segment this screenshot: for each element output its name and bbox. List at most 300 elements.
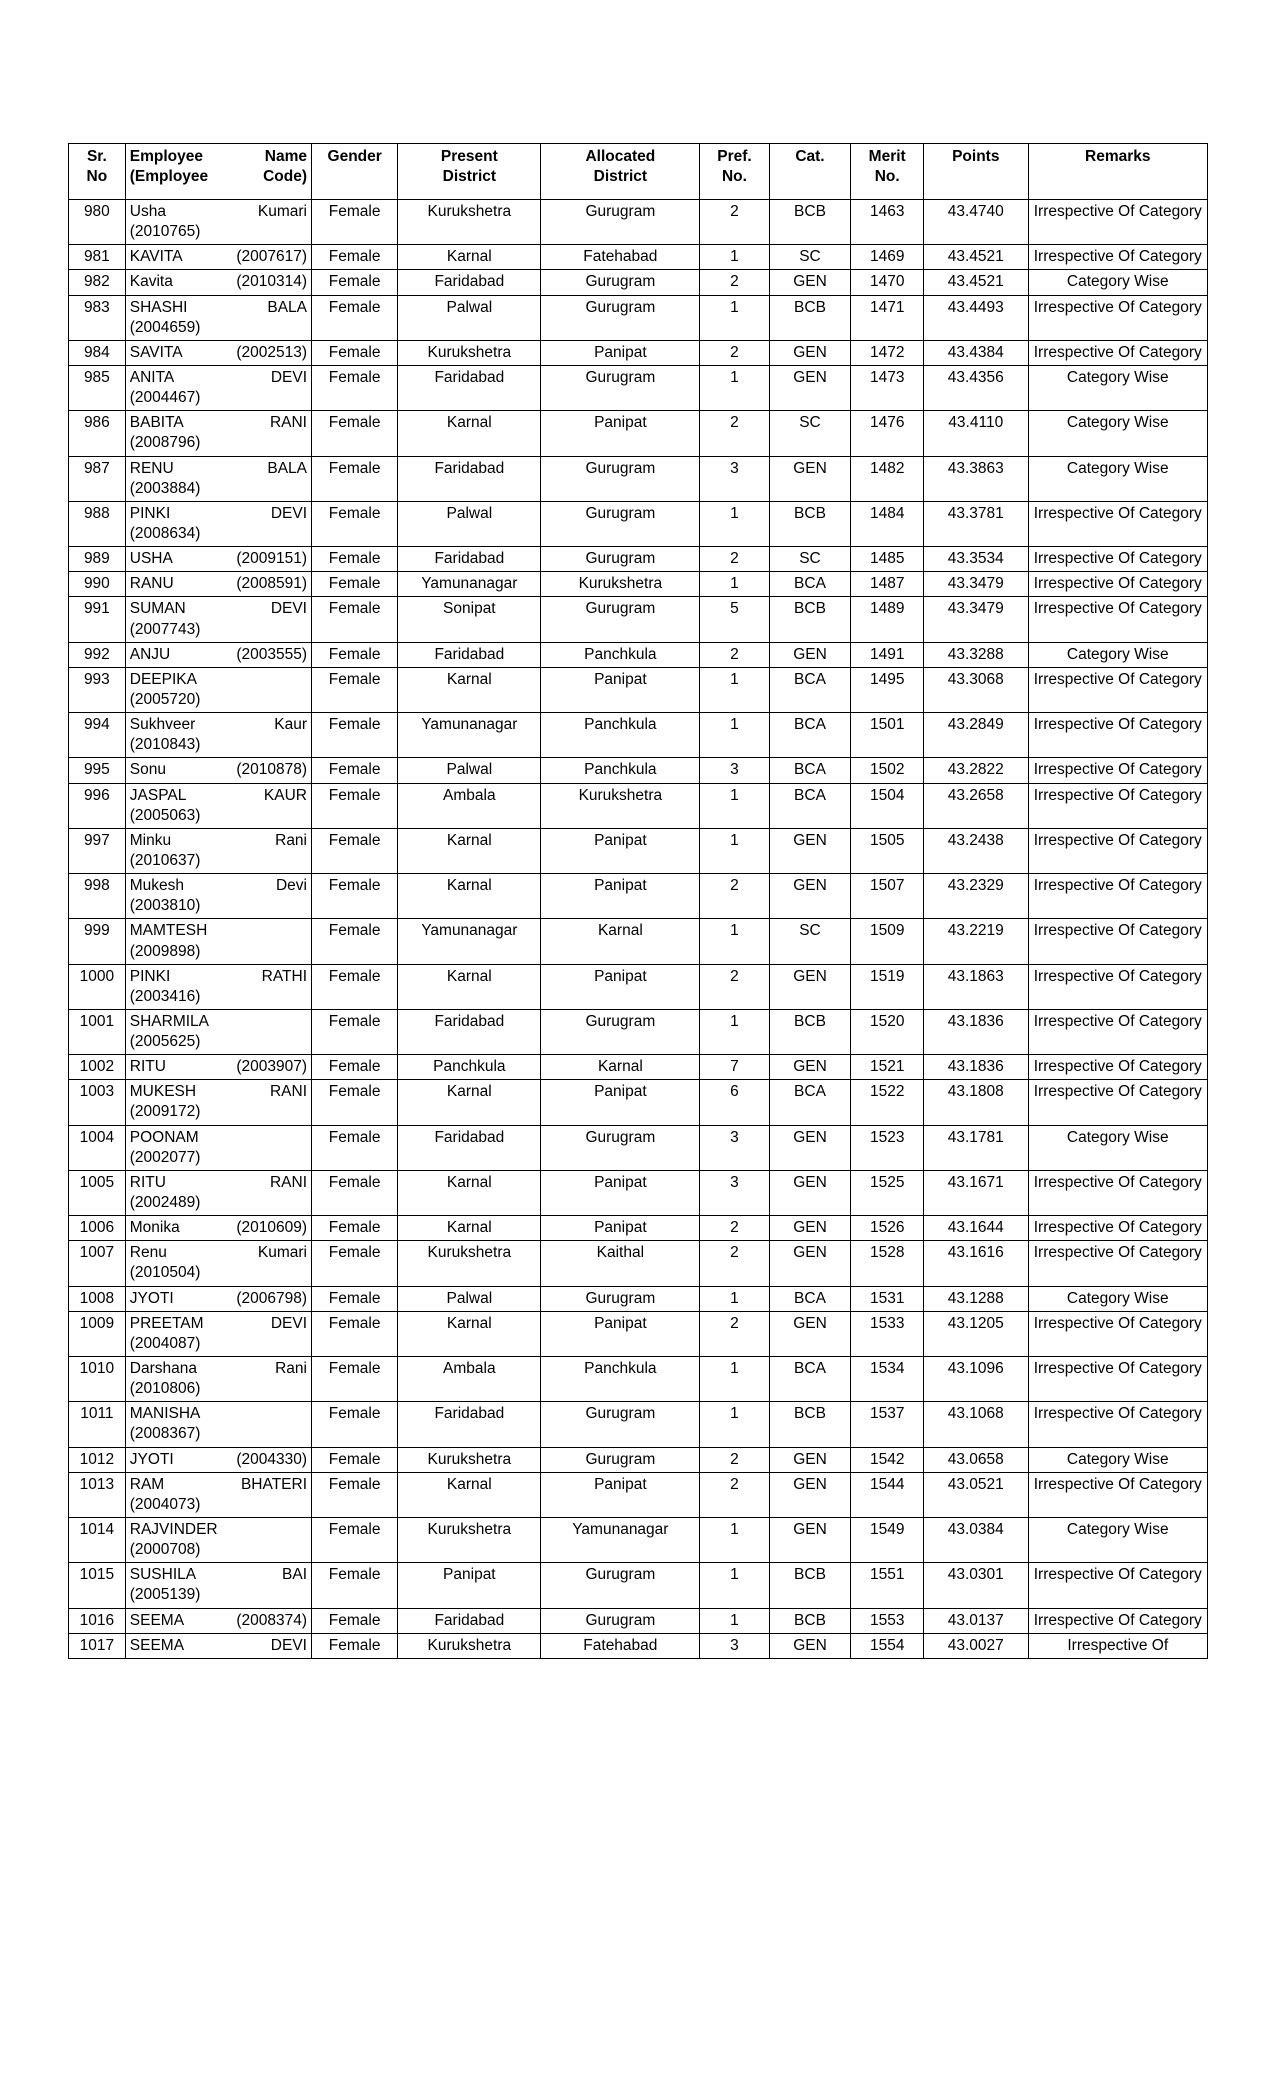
cell-merit-no: 1507	[851, 874, 924, 919]
employee-code-text: (2005139)	[129, 1586, 201, 1604]
cell-merit-no: 1542	[851, 1447, 924, 1472]
table-row	[69, 1563, 1208, 1608]
cell-pref-no: 1	[700, 919, 769, 964]
cell-sr-no: 984	[69, 340, 126, 365]
table-row	[69, 667, 1208, 712]
cell-present-district: Faridabad	[398, 547, 541, 572]
cell-sr-no: 1015	[69, 1563, 126, 1608]
cell-merit-no: 1523	[851, 1125, 924, 1170]
cell-employee-name	[125, 1633, 311, 1658]
employee-name-text: MANISHA	[129, 1405, 201, 1423]
employee-code-text: (2010843)	[129, 736, 201, 754]
cell-allocated-district: Gurugram	[541, 547, 700, 572]
column-header-gender: Gender	[312, 144, 398, 200]
cell-points: 43.0027	[924, 1633, 1028, 1658]
cell-employee-name	[125, 200, 311, 245]
column-header-allocated-district	[541, 144, 700, 200]
cell-merit-no: 1525	[851, 1170, 924, 1215]
cell-merit-no: 1463	[851, 200, 924, 245]
cell-allocated-district: Fatehabad	[541, 245, 700, 270]
cell-remarks: Category Wise	[1028, 1125, 1208, 1170]
cell-allocated-district: Kaithal	[541, 1241, 700, 1286]
cell-pref-no: 1	[700, 1563, 769, 1608]
cell-employee-name	[125, 1125, 311, 1170]
cell-pref-no: 1	[700, 245, 769, 270]
cell-category: BCA	[769, 1080, 851, 1125]
header-line-2: No.	[874, 168, 900, 186]
cell-category: GEN	[769, 1633, 851, 1658]
employee-name-text: DEEPIKA	[129, 670, 197, 688]
cell-sr-no: 1009	[69, 1311, 126, 1356]
cell-gender: Female	[312, 501, 398, 546]
employee-name-text: BABITA RANI	[129, 414, 307, 432]
table-row	[69, 1170, 1208, 1215]
cell-pref-no: 1	[700, 365, 769, 410]
cell-remarks: Irrespective Of Category	[1028, 1402, 1208, 1447]
cell-pref-no: 6	[700, 1080, 769, 1125]
table-row	[69, 1286, 1208, 1311]
cell-remarks: Irrespective Of	[1028, 1633, 1208, 1658]
cell-remarks: Irrespective Of Category	[1028, 1472, 1208, 1517]
employee-code-text: (2002077)	[129, 1148, 201, 1166]
cell-employee-name	[125, 295, 311, 340]
employee-code-text: (2003884)	[129, 479, 201, 497]
cell-gender: Female	[312, 365, 398, 410]
cell-remarks: Irrespective Of Category	[1028, 1080, 1208, 1125]
cell-allocated-district: Panipat	[541, 828, 700, 873]
cell-sr-no: 987	[69, 456, 126, 501]
cell-category: BCA	[769, 713, 851, 758]
cell-gender: Female	[312, 1009, 398, 1054]
cell-points: 43.4110	[924, 411, 1028, 456]
cell-employee-name	[125, 501, 311, 546]
cell-merit-no: 1495	[851, 667, 924, 712]
cell-gender: Female	[312, 919, 398, 964]
cell-points: 43.4521	[924, 245, 1028, 270]
cell-points: 43.3479	[924, 597, 1028, 642]
employee-name-text: RITU RANI	[129, 1173, 307, 1191]
merit-table-container	[68, 143, 1208, 1659]
cell-category: SC	[769, 245, 851, 270]
header-line-2: (Employee Code)	[129, 168, 307, 186]
table-row	[69, 295, 1208, 340]
cell-employee-name	[125, 1170, 311, 1215]
cell-pref-no: 2	[700, 1311, 769, 1356]
cell-merit-no: 1505	[851, 828, 924, 873]
cell-gender: Female	[312, 456, 398, 501]
cell-gender: Female	[312, 1472, 398, 1517]
cell-allocated-district: Gurugram	[541, 1125, 700, 1170]
employee-code-text: (2004073)	[129, 1495, 201, 1513]
cell-category: GEN	[769, 270, 851, 295]
table-row	[69, 964, 1208, 1009]
cell-present-district: Faridabad	[398, 642, 541, 667]
cell-remarks: Irrespective Of Category	[1028, 1357, 1208, 1402]
employee-code-text: (2005720)	[129, 690, 201, 708]
cell-points: 43.1863	[924, 964, 1028, 1009]
employee-name-text: SHARMILA	[129, 1012, 210, 1030]
cell-category: GEN	[769, 1518, 851, 1563]
cell-category: GEN	[769, 1170, 851, 1215]
cell-gender: Female	[312, 547, 398, 572]
cell-sr-no: 998	[69, 874, 126, 919]
cell-allocated-district: Gurugram	[541, 1402, 700, 1447]
table-row	[69, 1402, 1208, 1447]
table-row	[69, 456, 1208, 501]
table-row	[69, 1472, 1208, 1517]
employee-name-text: JYOTI (2004330)	[129, 1450, 307, 1468]
cell-merit-no: 1501	[851, 713, 924, 758]
cell-present-district: Kurukshetra	[398, 200, 541, 245]
employee-name-text: Mukesh Devi	[129, 877, 307, 895]
employee-code-text: (2008367)	[129, 1425, 201, 1443]
cell-employee-name	[125, 365, 311, 410]
cell-category: BCA	[769, 572, 851, 597]
employee-name-text: ANITA DEVI	[129, 368, 307, 386]
employee-code-text: (2005625)	[129, 1033, 201, 1051]
cell-sr-no: 997	[69, 828, 126, 873]
cell-points: 43.0384	[924, 1518, 1028, 1563]
cell-remarks: Irrespective Of Category	[1028, 1009, 1208, 1054]
cell-category: SC	[769, 547, 851, 572]
cell-gender: Female	[312, 713, 398, 758]
column-header-cat: Cat.	[769, 144, 851, 200]
cell-remarks: Irrespective Of Category	[1028, 1170, 1208, 1215]
employee-name-text: ANJU (2003555)	[129, 645, 307, 663]
header-line-2: District	[593, 168, 648, 186]
cell-points: 43.3288	[924, 642, 1028, 667]
table-row	[69, 1311, 1208, 1356]
cell-pref-no: 1	[700, 828, 769, 873]
cell-pref-no: 1	[700, 1518, 769, 1563]
cell-employee-name	[125, 1472, 311, 1517]
cell-allocated-district: Panchkula	[541, 642, 700, 667]
cell-employee-name	[125, 411, 311, 456]
cell-pref-no: 3	[700, 1125, 769, 1170]
cell-merit-no: 1469	[851, 245, 924, 270]
employee-name-text: Minku Rani	[129, 831, 307, 849]
cell-allocated-district: Panipat	[541, 1472, 700, 1517]
employee-code-text: (2003416)	[129, 987, 201, 1005]
cell-category: BCA	[769, 1286, 851, 1311]
cell-remarks: Irrespective Of Category	[1028, 1311, 1208, 1356]
cell-employee-name	[125, 667, 311, 712]
cell-remarks: Irrespective Of Category	[1028, 919, 1208, 964]
cell-remarks: Irrespective Of Category	[1028, 713, 1208, 758]
cell-sr-no: 1017	[69, 1633, 126, 1658]
cell-pref-no: 2	[700, 1447, 769, 1472]
table-row	[69, 783, 1208, 828]
cell-present-district: Karnal	[398, 828, 541, 873]
cell-remarks: Category Wise	[1028, 1518, 1208, 1563]
cell-employee-name	[125, 964, 311, 1009]
cell-category: GEN	[769, 340, 851, 365]
cell-gender: Female	[312, 295, 398, 340]
cell-merit-no: 1473	[851, 365, 924, 410]
employee-code-text: (2003810)	[129, 897, 201, 915]
cell-present-district: Faridabad	[398, 1125, 541, 1170]
cell-gender: Female	[312, 964, 398, 1009]
cell-remarks: Irrespective Of Category	[1028, 964, 1208, 1009]
cell-remarks: Irrespective Of Category	[1028, 547, 1208, 572]
cell-gender: Female	[312, 200, 398, 245]
cell-pref-no: 3	[700, 758, 769, 783]
cell-points: 43.2219	[924, 919, 1028, 964]
cell-pref-no: 1	[700, 1608, 769, 1633]
employee-name-text: SHASHI BALA	[129, 298, 307, 316]
cell-merit-no: 1551	[851, 1563, 924, 1608]
cell-pref-no: 2	[700, 874, 769, 919]
header-line-1: Merit	[868, 148, 906, 165]
cell-pref-no: 1	[700, 1286, 769, 1311]
cell-gender: Female	[312, 783, 398, 828]
cell-present-district: Panipat	[398, 1563, 541, 1608]
cell-sr-no: 990	[69, 572, 126, 597]
cell-points: 43.0137	[924, 1608, 1028, 1633]
table-row	[69, 572, 1208, 597]
employee-code-text: (2008796)	[129, 434, 201, 452]
cell-allocated-district: Gurugram	[541, 365, 700, 410]
cell-pref-no: 3	[700, 1170, 769, 1215]
cell-employee-name	[125, 456, 311, 501]
cell-remarks: Irrespective Of Category	[1028, 597, 1208, 642]
cell-present-district: Kurukshetra	[398, 340, 541, 365]
cell-points: 43.3068	[924, 667, 1028, 712]
employee-code-text: (2000708)	[129, 1541, 201, 1559]
cell-present-district: Palwal	[398, 1286, 541, 1311]
cell-allocated-district: Panipat	[541, 1170, 700, 1215]
cell-gender: Female	[312, 1055, 398, 1080]
cell-sr-no: 1011	[69, 1402, 126, 1447]
cell-employee-name	[125, 713, 311, 758]
cell-present-district: Karnal	[398, 1311, 541, 1356]
cell-sr-no: 980	[69, 200, 126, 245]
cell-category: BCB	[769, 597, 851, 642]
cell-pref-no: 2	[700, 270, 769, 295]
cell-category: BCB	[769, 1563, 851, 1608]
cell-merit-no: 1544	[851, 1472, 924, 1517]
cell-employee-name	[125, 828, 311, 873]
cell-pref-no: 1	[700, 783, 769, 828]
employee-name-text: SUSHILA BAI	[129, 1566, 307, 1584]
cell-points: 43.1096	[924, 1357, 1028, 1402]
employee-name-text: SAVITA (2002513)	[129, 343, 307, 361]
cell-allocated-district: Gurugram	[541, 597, 700, 642]
cell-employee-name	[125, 1608, 311, 1633]
employee-code-text: (2005063)	[129, 806, 201, 824]
cell-allocated-district: Panchkula	[541, 1357, 700, 1402]
header-line-1: Allocated	[585, 148, 656, 165]
cell-gender: Female	[312, 1447, 398, 1472]
cell-sr-no: 989	[69, 547, 126, 572]
cell-points: 43.1644	[924, 1216, 1028, 1241]
employee-code-text: (2007743)	[129, 620, 201, 638]
cell-merit-no: 1491	[851, 642, 924, 667]
cell-merit-no: 1472	[851, 340, 924, 365]
column-header-points: Points	[924, 144, 1028, 200]
employee-code-text: (2004659)	[129, 318, 201, 336]
employee-code-text: (2010765)	[129, 223, 201, 241]
cell-merit-no: 1526	[851, 1216, 924, 1241]
employee-code-text: (2010504)	[129, 1264, 201, 1282]
cell-employee-name	[125, 1216, 311, 1241]
cell-merit-no: 1549	[851, 1518, 924, 1563]
cell-present-district: Kurukshetra	[398, 1518, 541, 1563]
employee-name-text: JYOTI (2006798)	[129, 1289, 307, 1307]
cell-present-district: Karnal	[398, 1216, 541, 1241]
cell-allocated-district: Gurugram	[541, 1563, 700, 1608]
table-row	[69, 1080, 1208, 1125]
cell-pref-no: 2	[700, 964, 769, 1009]
cell-gender: Female	[312, 828, 398, 873]
cell-present-district: Karnal	[398, 1080, 541, 1125]
cell-allocated-district: Kurukshetra	[541, 572, 700, 597]
cell-remarks: Category Wise	[1028, 365, 1208, 410]
table-header	[69, 144, 1208, 200]
employee-name-text: SEEMA (2008374)	[129, 1611, 307, 1629]
cell-allocated-district: Gurugram	[541, 270, 700, 295]
cell-merit-no: 1522	[851, 1080, 924, 1125]
cell-points: 43.0658	[924, 1447, 1028, 1472]
cell-merit-no: 1476	[851, 411, 924, 456]
table-row	[69, 1633, 1208, 1658]
cell-points: 43.3781	[924, 501, 1028, 546]
cell-present-district: Karnal	[398, 964, 541, 1009]
cell-category: GEN	[769, 1311, 851, 1356]
cell-category: BCB	[769, 1402, 851, 1447]
cell-allocated-district: Gurugram	[541, 1286, 700, 1311]
cell-category: BCB	[769, 200, 851, 245]
cell-allocated-district: Fatehabad	[541, 1633, 700, 1658]
cell-employee-name	[125, 1080, 311, 1125]
cell-merit-no: 1484	[851, 501, 924, 546]
cell-allocated-district: Karnal	[541, 919, 700, 964]
cell-pref-no: 2	[700, 200, 769, 245]
cell-allocated-district: Panchkula	[541, 758, 700, 783]
cell-merit-no: 1554	[851, 1633, 924, 1658]
employee-name-text: Sukhveer Kaur	[129, 716, 307, 734]
cell-points: 43.1808	[924, 1080, 1028, 1125]
cell-sr-no: 985	[69, 365, 126, 410]
cell-points: 43.4493	[924, 295, 1028, 340]
table-row	[69, 1009, 1208, 1054]
cell-allocated-district: Gurugram	[541, 1447, 700, 1472]
cell-allocated-district: Kurukshetra	[541, 783, 700, 828]
cell-remarks: Category Wise	[1028, 456, 1208, 501]
table-row	[69, 642, 1208, 667]
cell-present-district: Palwal	[398, 758, 541, 783]
cell-merit-no: 1471	[851, 295, 924, 340]
cell-points: 43.2658	[924, 783, 1028, 828]
cell-allocated-district: Panipat	[541, 964, 700, 1009]
cell-employee-name	[125, 783, 311, 828]
cell-points: 43.3479	[924, 572, 1028, 597]
cell-employee-name	[125, 1241, 311, 1286]
cell-merit-no: 1509	[851, 919, 924, 964]
cell-employee-name	[125, 1357, 311, 1402]
cell-gender: Female	[312, 1402, 398, 1447]
cell-present-district: Faridabad	[398, 365, 541, 410]
cell-category: GEN	[769, 365, 851, 410]
cell-present-district: Yamunanagar	[398, 919, 541, 964]
cell-remarks: Irrespective Of Category	[1028, 340, 1208, 365]
employee-name-text: MAMTESH	[129, 922, 208, 940]
table-row	[69, 411, 1208, 456]
cell-employee-name	[125, 547, 311, 572]
cell-employee-name	[125, 1447, 311, 1472]
cell-points: 43.1068	[924, 1402, 1028, 1447]
cell-present-district: Palwal	[398, 295, 541, 340]
cell-allocated-district: Yamunanagar	[541, 1518, 700, 1563]
cell-employee-name	[125, 1518, 311, 1563]
cell-remarks: Irrespective Of Category	[1028, 1608, 1208, 1633]
header-line-1: Employee Name	[129, 148, 307, 165]
cell-gender: Female	[312, 1125, 398, 1170]
employee-code-text: (2009172)	[129, 1103, 201, 1121]
cell-pref-no: 2	[700, 642, 769, 667]
cell-pref-no: 5	[700, 597, 769, 642]
cell-remarks: Irrespective Of Category	[1028, 874, 1208, 919]
employee-name-text: RENU BALA	[129, 459, 307, 477]
cell-present-district: Faridabad	[398, 456, 541, 501]
cell-allocated-district: Panchkula	[541, 713, 700, 758]
cell-points: 43.1288	[924, 1286, 1028, 1311]
cell-pref-no: 1	[700, 1357, 769, 1402]
cell-points: 43.1836	[924, 1055, 1028, 1080]
cell-sr-no: 993	[69, 667, 126, 712]
cell-remarks: Category Wise	[1028, 411, 1208, 456]
table-row	[69, 340, 1208, 365]
table-row	[69, 828, 1208, 873]
table-row	[69, 547, 1208, 572]
cell-pref-no: 3	[700, 456, 769, 501]
cell-present-district: Faridabad	[398, 270, 541, 295]
table-row	[69, 713, 1208, 758]
table-row	[69, 270, 1208, 295]
cell-sr-no: 1007	[69, 1241, 126, 1286]
cell-remarks: Irrespective Of Category	[1028, 783, 1208, 828]
cell-category: GEN	[769, 456, 851, 501]
cell-points: 43.4740	[924, 200, 1028, 245]
cell-allocated-district: Panipat	[541, 1311, 700, 1356]
cell-sr-no: 1004	[69, 1125, 126, 1170]
header-line-2: District	[442, 168, 497, 186]
cell-present-district: Sonipat	[398, 597, 541, 642]
table-row	[69, 200, 1208, 245]
cell-points: 43.1781	[924, 1125, 1028, 1170]
header-line-1: Present	[440, 148, 498, 165]
cell-sr-no: 992	[69, 642, 126, 667]
employee-name-text: Monika (2010609)	[129, 1219, 307, 1237]
cell-merit-no: 1534	[851, 1357, 924, 1402]
employee-name-text: USHA (2009151)	[129, 550, 307, 568]
cell-gender: Female	[312, 874, 398, 919]
employee-name-text: PREETAM DEVI	[129, 1314, 307, 1332]
cell-employee-name	[125, 874, 311, 919]
cell-remarks: Irrespective Of Category	[1028, 667, 1208, 712]
cell-gender: Female	[312, 1357, 398, 1402]
employee-code-text: (2002489)	[129, 1194, 201, 1212]
cell-points: 43.2849	[924, 713, 1028, 758]
table-row	[69, 365, 1208, 410]
cell-points: 43.2438	[924, 828, 1028, 873]
cell-pref-no: 2	[700, 1241, 769, 1286]
cell-sr-no: 1006	[69, 1216, 126, 1241]
cell-sr-no: 986	[69, 411, 126, 456]
cell-sr-no: 996	[69, 783, 126, 828]
cell-remarks: Category Wise	[1028, 270, 1208, 295]
table-body	[69, 200, 1208, 1659]
